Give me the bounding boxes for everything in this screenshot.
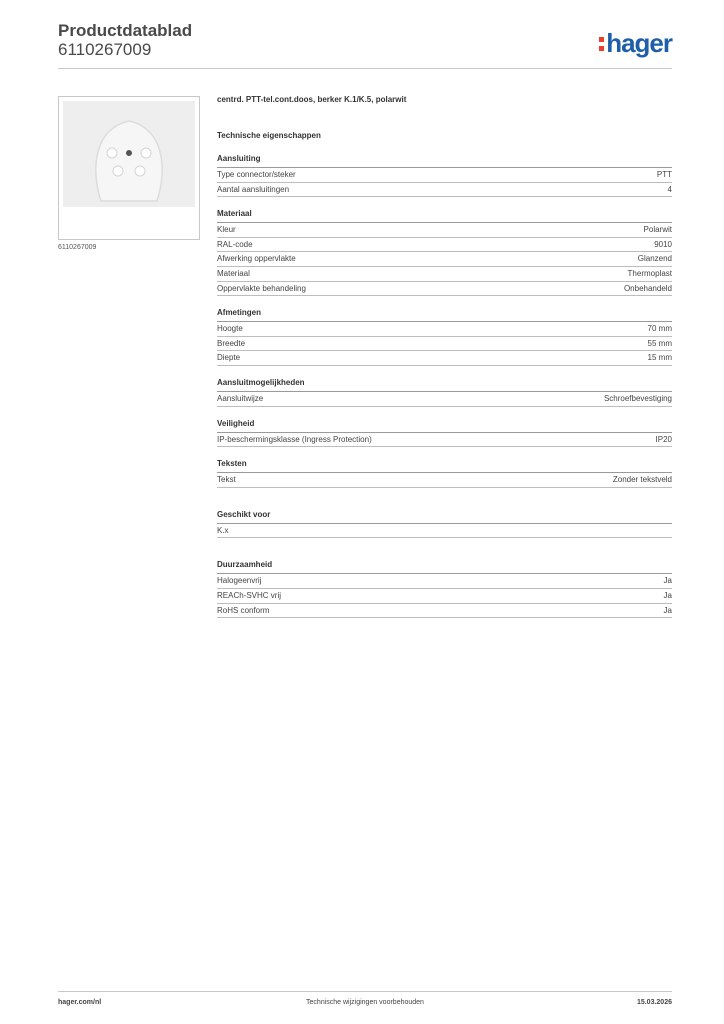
spec-row [217,322,672,337]
section-heading: Technische eigenschappen [217,131,321,140]
spec-row [217,282,672,297]
spec-value: Ja [663,605,672,615]
spec-row [217,433,672,448]
spec-label: Halogeenvrij [217,576,262,586]
group-title: Geschikt voor [217,510,672,524]
spec-value: Polarwit [643,225,672,235]
spec-value: Glanzend [637,254,672,264]
spec-row [217,473,672,488]
spec-label: K.x [217,525,229,535]
spec-label: Diepte [217,353,241,363]
group-title: Aansluiting [217,154,672,168]
spec-row [217,337,672,352]
footer-date: 15.03.2026 [636,999,672,1006]
spec-row [217,267,672,282]
spec-value: Ja [663,576,672,586]
spec-label: Tekst [217,475,236,485]
footer-disclaimer: Technische wijzigingen voorbehouden [306,999,424,1006]
spec-row [217,168,672,183]
spec-content [217,95,672,618]
group-title: Afmetingen [217,308,672,322]
spec-row [217,238,672,253]
page-header [58,22,672,70]
spec-label: Type connector/steker [217,170,296,179]
spec-row [217,183,672,198]
spec-label: REACh-SVHC vrij [217,590,282,600]
document-title: Productdatablad [58,21,193,40]
spec-value: Ja [663,590,672,600]
spec-value: 4 [667,184,672,194]
group-title: Aansluitmogelijkheden [217,378,672,392]
spec-value: IP20 [655,434,672,444]
image-caption: 6110267009 [58,244,97,251]
spec-label: Oppervlakte behandeling [217,283,306,293]
group-title: Teksten [217,459,672,473]
product-title: centrd. PTT-tel.cont.doos, berker K.1/K.5, polarwit [217,95,407,104]
spec-row [217,574,672,589]
logo-dots-icon [599,37,604,51]
spec-row [217,589,672,604]
spec-label: Breedte [217,338,246,348]
spec-value: 15 mm [647,353,672,363]
spec-value: 55 mm [647,338,672,348]
spec-row [217,604,672,619]
spec-label: RoHS conform [217,605,270,615]
footer-divider [58,991,672,992]
footer-website-link[interactable]: hager.com/nl [58,999,102,1006]
spec-value: 9010 [654,239,672,249]
spec-value: 70 mm [647,324,672,334]
ptt-socket-cover-image [63,101,195,235]
spec-label: Aantal aansluitingen [217,184,290,194]
spec-label: IP-beschermingsklasse (Ingress Protection) [217,434,372,444]
spec-label: Hoogte [217,324,243,334]
spec-label: Materiaal [217,268,250,278]
spec-value: Thermoplast [627,268,672,278]
spec-row [217,524,672,539]
spec-value: PTT [656,170,672,179]
spec-row [217,392,672,407]
hager-logo [599,28,672,59]
group-title: Duurzaamheid [217,560,672,574]
group-title: Veiligheid [217,419,672,433]
spec-label: Afwerking oppervlakte [217,254,296,264]
spec-value: Onbehandeld [623,283,672,293]
spec-label: Aansluitwijze [217,393,264,403]
header-divider [58,68,672,69]
product-image [58,96,200,240]
spec-row [217,252,672,267]
document-number: 6110267009 [58,40,152,59]
logo-text: hager [606,28,672,58]
group-title: Materiaal [217,209,672,223]
spec-value: Zonder tekstveld [612,475,672,485]
spec-label: Kleur [217,225,236,235]
spec-row [217,351,672,366]
spec-label: RAL-code [217,239,253,249]
spec-value: Schroefbevestiging [603,393,672,403]
spec-row [217,223,672,238]
